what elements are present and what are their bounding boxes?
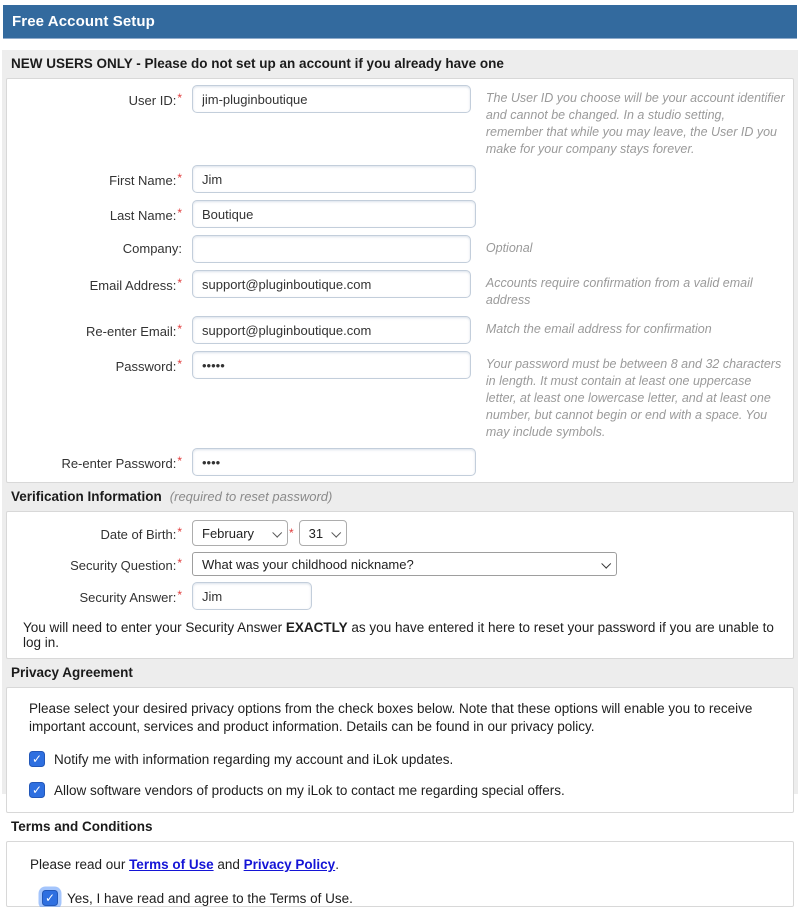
required-asterisk: *: [289, 526, 294, 540]
privacy-checkbox-row-vendors: [29, 782, 773, 798]
email-help: Accounts require confirmation from a valid email address: [485, 276, 753, 307]
required-asterisk: *: [177, 206, 182, 220]
security-question-select[interactable]: [192, 552, 617, 576]
section-heading-privacy: Privacy Agreement: [11, 665, 133, 680]
reenter-password-input[interactable]: [192, 448, 476, 476]
panel-verification: [6, 511, 794, 659]
section-heading-new-users: NEW USERS ONLY - Please do not set up an account if you already have one: [11, 56, 504, 71]
section-heading-terms: Terms and Conditions: [11, 819, 153, 834]
dob-label-text: Date of Birth:: [100, 526, 177, 542]
field-row-dob: [15, 520, 785, 546]
reenter-password-label: [15, 448, 182, 471]
field-row-reenter-email: [15, 316, 785, 344]
required-asterisk: *: [177, 524, 182, 539]
chevron-down-icon: [272, 527, 282, 537]
reenter-email-label-text: Re-enter Email:: [86, 324, 177, 339]
required-asterisk: *: [177, 555, 182, 570]
dob-label: [15, 525, 182, 542]
company-help: Optional: [485, 241, 533, 255]
terms-read-post: .: [335, 857, 339, 872]
terms-read-pre: Please read our: [30, 857, 130, 872]
reenter-email-label: [15, 316, 182, 339]
privacy-policy-link[interactable]: Privacy Policy: [243, 857, 336, 872]
security-question-value: What was your childhood nickname?: [202, 556, 414, 572]
field-row-company: [15, 235, 785, 263]
dob-day-value: 31: [308, 525, 324, 541]
terms-of-use-link[interactable]: Terms of Use: [129, 857, 214, 872]
first-name-label: [15, 165, 182, 188]
password-input[interactable]: [192, 351, 471, 379]
first-name-label-text: First Name:: [109, 173, 177, 188]
user-id-input[interactable]: [192, 85, 471, 113]
terms-agree-row: [42, 890, 773, 906]
password-label-text: Password:: [115, 359, 177, 374]
verification-heading-note: (required to reset password): [169, 489, 333, 504]
note-pre: You will need to enter your Security Answer: [23, 620, 286, 635]
vendors-checkbox[interactable]: ✓: [29, 782, 45, 798]
last-name-input[interactable]: [192, 200, 476, 228]
terms-read-line: [30, 856, 765, 874]
dob-month-select[interactable]: [192, 520, 288, 546]
dob-day-select[interactable]: [299, 520, 347, 546]
terms-read-mid: and: [213, 857, 244, 872]
last-name-label: [15, 200, 182, 223]
reenter-password-label-text: Re-enter Password:: [61, 456, 177, 471]
password-help: Your password must be between 8 and 32 characters in length. It must contain at least one uppercase letter, at least one lowercase letter, and at least one number, but cannot begin or end with a space. You may include symbols.: [485, 357, 782, 439]
verification-heading-text: Verification Information: [11, 489, 162, 504]
reenter-email-help: Match the email address for confirmation: [485, 322, 712, 336]
user-id-label: [15, 85, 182, 108]
vendors-checkbox-label: Allow software vendors of products on my iLok to contact me regarding special offers.: [54, 782, 565, 798]
security-answer-input[interactable]: [192, 582, 312, 610]
password-label: [15, 351, 182, 374]
email-label: [15, 270, 182, 293]
page-title: Free Account Setup: [3, 5, 797, 39]
required-asterisk: *: [177, 357, 182, 371]
privacy-checkbox-row-notify: [29, 751, 773, 767]
security-question-label-text: Security Question:: [70, 557, 177, 573]
email-label-text: Email Address:: [89, 278, 177, 293]
chevron-down-icon: [601, 558, 611, 568]
chevron-down-icon: [331, 527, 341, 537]
field-row-security-answer: [15, 582, 785, 610]
required-asterisk: *: [177, 91, 182, 105]
security-answer-label: [15, 588, 182, 605]
notify-checkbox-label: Notify me with information regarding my account and iLok updates.: [54, 751, 454, 767]
field-row-reenter-password: [15, 448, 785, 476]
last-name-label-text: Last Name:: [109, 208, 177, 223]
required-asterisk: *: [177, 587, 182, 602]
company-input[interactable]: [192, 235, 471, 263]
panel-privacy: [6, 687, 794, 813]
required-asterisk: *: [177, 171, 182, 185]
panel-terms: [6, 841, 794, 907]
agree-checkbox-label: Yes, I have read and agree to the Terms of Use.: [67, 890, 353, 906]
company-label-text: Company:: [122, 241, 182, 256]
required-asterisk: *: [177, 454, 182, 468]
note-bold: EXACTLY: [285, 620, 348, 635]
field-row-security-question: [15, 552, 785, 576]
required-asterisk: *: [177, 276, 182, 290]
field-row-user-id: [15, 85, 785, 158]
form-container: [2, 50, 798, 906]
company-label: [15, 235, 182, 256]
section-heading-verification: [6, 483, 794, 511]
field-row-last-name: [15, 200, 785, 228]
security-answer-label-text: Security Answer:: [79, 589, 177, 605]
panel-account: [6, 78, 794, 483]
first-name-input[interactable]: [192, 165, 476, 193]
field-row-password: [15, 351, 785, 441]
security-question-label: [15, 556, 182, 573]
user-id-label-text: User ID:: [128, 93, 177, 108]
agree-checkbox[interactable]: ✓: [42, 890, 58, 906]
user-id-help: The User ID you choose will be your account identifier and cannot be changed. In a studio setting, remember that while you may leave, the User ID you make for your company stays forever.: [485, 91, 785, 156]
security-answer-note: [23, 620, 785, 650]
dob-month-value: February: [202, 525, 255, 541]
email-input[interactable]: [192, 270, 471, 298]
note-post: as you have entered it here to reset your password if you are unable to log in.: [23, 620, 774, 650]
notify-checkbox[interactable]: ✓: [29, 751, 45, 767]
reenter-email-input[interactable]: [192, 316, 471, 344]
field-row-email: [15, 270, 785, 309]
field-row-first-name: [15, 165, 785, 193]
privacy-intro: Please select your desired privacy options from the check boxes below. Note that these options will enable you to receive important account, services and product information. Details can be found in our privacy policy.: [29, 701, 753, 734]
required-asterisk: *: [177, 322, 182, 336]
